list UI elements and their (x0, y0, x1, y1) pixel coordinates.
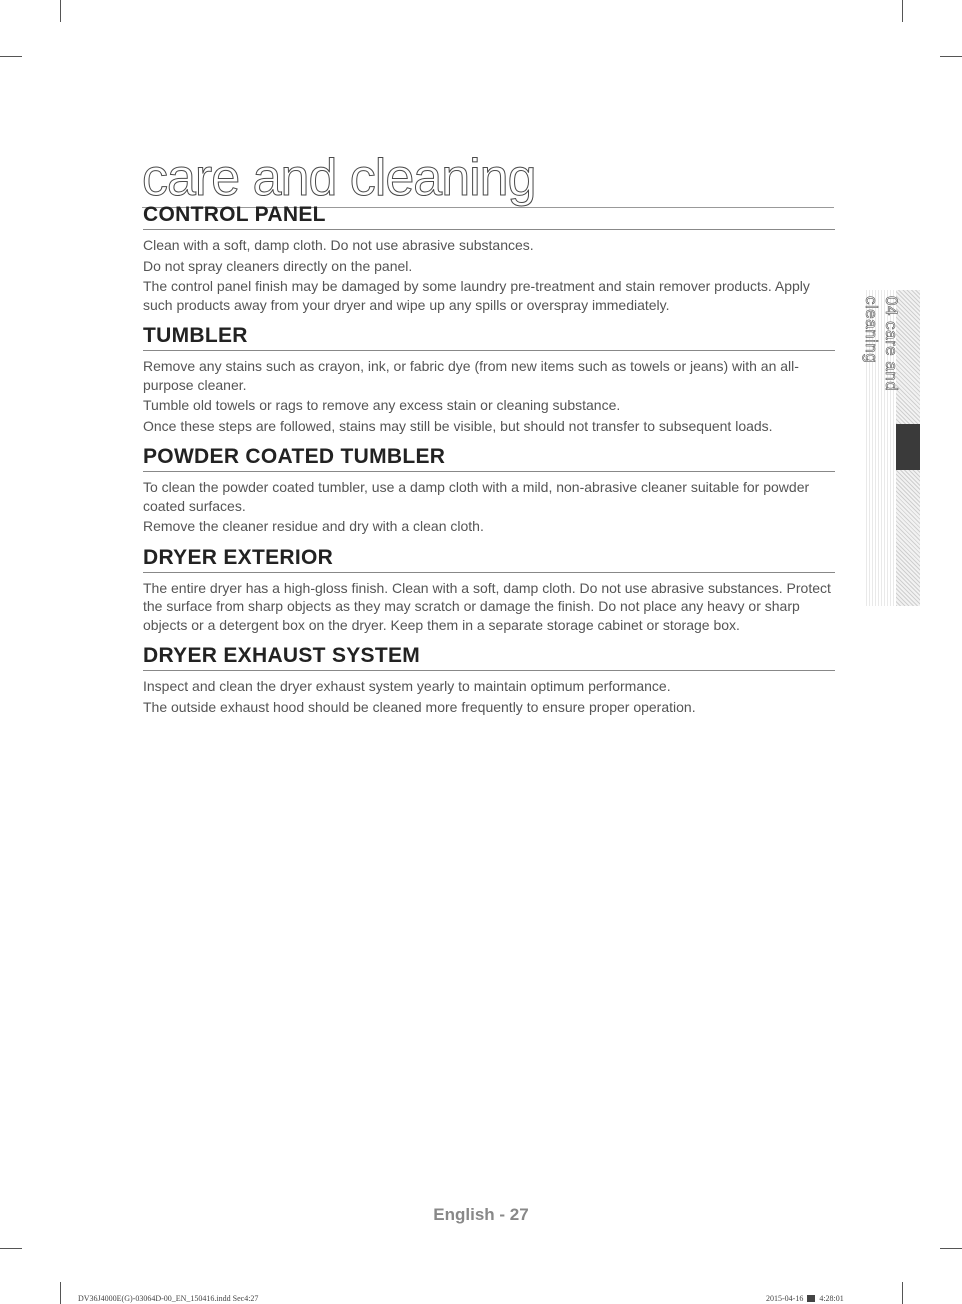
section-powder-coated-tumbler (143, 445, 835, 536)
paragraph: Remove the cleaner residue and dry with a clean cloth. (143, 518, 484, 534)
crop-mark (60, 1282, 61, 1304)
section-dryer-exhaust-system (143, 644, 835, 716)
paragraph: To clean the powder coated tumbler, use a damp cloth with a mild, non-abrasive cleaner suitable for powder coated surfaces. (143, 479, 810, 514)
section-control-panel (143, 203, 835, 314)
section-title: TUMBLER (143, 324, 835, 351)
section-title: DRYER EXHAUST SYSTEM (143, 644, 835, 671)
section-dryer-exterior (143, 546, 835, 635)
chapter-tab-label: 04 care and cleaning (862, 296, 901, 392)
print-glyph-icon (807, 1295, 815, 1302)
crop-mark (902, 0, 903, 22)
crop-mark (60, 0, 61, 22)
paragraph: Inspect and clean the dryer exhaust system yearly to maintain optimum performance. (143, 678, 671, 694)
crop-mark (0, 1248, 22, 1249)
paragraph: Remove any stains such as crayon, ink, or fabric dye (from new items such as towels or jeans) with an all-purpose cleaner. (143, 358, 799, 393)
paragraph: The control panel finish may be damaged by some laundry pre-treatment and stain remover products. Apply such products away from your dryer and wipe up any spills or overspray immediately. (143, 278, 810, 313)
crop-mark (902, 1282, 903, 1304)
section-tumbler (143, 324, 835, 435)
crop-mark (0, 56, 22, 57)
paragraph: The entire dryer has a high-gloss finish. Clean with a soft, damp cloth. Do not use abrasive substances. Protect the surface from sharp objects as they may scratch or damage the finish. Do not place any heavy or sharp objects or a detergent box on the dryer. Keep them in a separate storage cabinet or storage box. (143, 579, 831, 633)
crop-mark (940, 56, 962, 57)
paragraph: Clean with a soft, damp cloth. Do not use abrasive substances. (143, 237, 534, 253)
print-date (766, 1294, 844, 1303)
paragraph: Do not spray cleaners directly on the panel. (143, 257, 413, 274)
paragraph: The outside exhaust hood should be cleaned more frequently to ensure proper operation. (143, 698, 696, 715)
section-title: DRYER EXTERIOR (143, 546, 835, 573)
paragraph: Tumble old towels or rags to remove any excess stain or cleaning substance. (143, 397, 621, 413)
section-title: POWDER COATED TUMBLER (143, 445, 835, 472)
page-number: English - 27 (433, 1205, 529, 1224)
crop-mark (940, 1248, 962, 1249)
content-area (143, 203, 835, 726)
page-title: care and cleaning (142, 147, 834, 208)
print-time-text: 4:28:01 (819, 1294, 844, 1303)
file-info: DV36J4000E(G)-03064D-00_EN_150416.indd Sec4:27 (78, 1294, 259, 1303)
paragraph: Once these steps are followed, stains may still be visible, but should not transfer to subsequent loads. (143, 417, 773, 434)
section-title: CONTROL PANEL (143, 203, 835, 230)
print-date-text: 2015-04-16 (766, 1294, 804, 1303)
